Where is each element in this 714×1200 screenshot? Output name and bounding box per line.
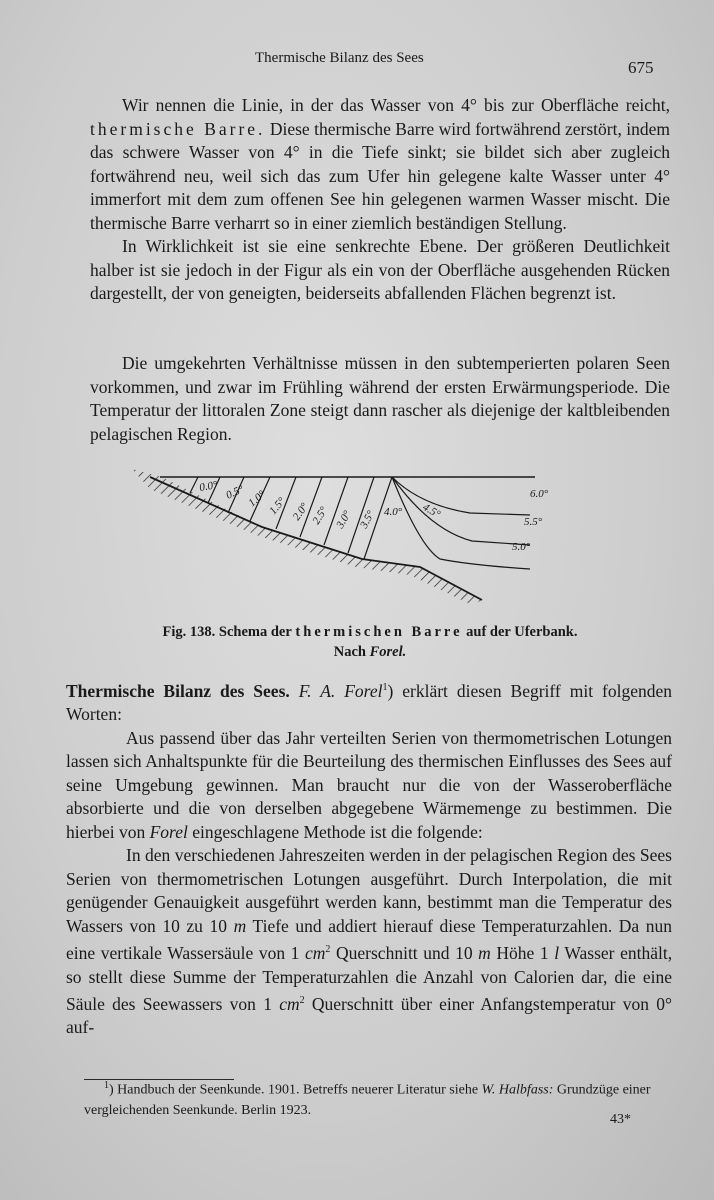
figure-caption: Fig. 138. Schema der thermischen Barre auf der Uferbank. bbox=[162, 624, 578, 640]
paragraph-lotungen: Aus passend über das Jahr verteilten Serien von thermometrischen Lotungen lassen sich Anhaltspunkte für die Beurteilung des thermischen Einflusses des Sees auf seine Umgebung gewinnen. Man braucht nur die von der Wasseroberfläche absorbierte und die von derselben abgegebene Wärmemenge zu bestimmen. Die hierbei von Forel eingeschlagene Methode ist die folgende: bbox=[66, 727, 672, 842]
footnote: $^1$) Handbuch der Seenkunde. 1901. Betreffs neuerer Literatur siehe W. Halbfass: Grundzüge einer vergleichenden Seenkunde. Berlin 1923. bbox=[84, 1080, 651, 1118]
figure-caption-credit: Nach Forel. bbox=[333, 644, 407, 660]
paragraph-polar-lakes: Die umgekehrten Verhältnisse müssen in den subtemperierten polaren Seen vorkommen, und zwar im Frühling während der ersten Erwärmungsperiode. Die Temperatur der littoralen Zone steigt dann rascher als diejenige der kaltbleibenden pelagischen Region. bbox=[90, 353, 670, 444]
section-thermal-balance bbox=[66, 676, 672, 1040]
label-4-0: 4.0° bbox=[384, 506, 403, 518]
label-3-5: 3.5° bbox=[358, 508, 378, 531]
label-1-5: 1.5° bbox=[267, 495, 288, 517]
label-5-0: 5.0° bbox=[512, 541, 531, 553]
body-text-upper bbox=[90, 94, 670, 306]
label-6-0: 6.0° bbox=[530, 488, 549, 500]
label-2-5: 2.5° bbox=[310, 504, 331, 527]
body-text-middle bbox=[90, 352, 670, 446]
page-number: 675 bbox=[628, 58, 654, 77]
label-1-0: 1.0° bbox=[246, 488, 268, 510]
section-heading-paragraph: Thermische Bilanz des Sees. F. A. Forel$^1$) erklärt diesen Begriff mit folgenden Worten: bbox=[66, 680, 672, 725]
label-5-5: 5.5° bbox=[524, 516, 543, 528]
label-2-0: 2.0° bbox=[290, 500, 311, 523]
label-0-5: 0.5° bbox=[224, 483, 246, 502]
spaced-term: thermische Barre. bbox=[90, 118, 266, 139]
isotherms-warm bbox=[392, 477, 530, 569]
paragraph-reality: In Wirklichkeit ist sie eine senkrechte Ebene. Der größeren Deutlichkeit halber ist sie jedoch in der Figur als ein von der Oberfläche ausgehenden Rücken dargestellt, der von geneigten, beiderseits abfallenden Flächen begrenzt ist. bbox=[90, 236, 670, 303]
paragraph-method: In den verschiedenen Jahreszeiten werden in der pelagischen Region des Sees Serien von thermometrischen Lotungen ausgeführt. Durch Interpolation, die mit genügender Genauigkeit ausgeführt werden kann, bestimmt man die Temperatur des Wassers von 10 zu 10 m Tiefe und addiert hierauf diese Temperaturzahlen. Da nun eine vertikale Wassersäule von 1 $cm^2$ Querschnitt und 10 m Höhe 1 l Wasser enthält, so stellt diese Summe der Temperaturzahlen die Anzahl von Calorien dar, die eine Säule des Seewassers von 1 $cm^2$ Querschnitt über einer Anfangstemperatur von 0° auf- bbox=[66, 845, 673, 1038]
paragraph-thermal-bar: Wir nennen die Linie, in der das Wasser von 4° bis zur Oberfläche reicht, thermische Barre. Diese thermische Barre wird fortwährend zerstört, indem das schwere Wasser von 4° in die Tiefe sinkt; sie bildet sich aber zugleich fortwährend neu, weil sich das zum Ufer hin gelegene kalte Wasser unter 4° immerfort mit dem zum offenen See hin gelegenen warmen Wasser mischt. Die thermische Barre verharrt so in einer ziemlich beständigen Stellung. bbox=[90, 95, 671, 233]
thermal-bar-diagram bbox=[120, 455, 600, 605]
running-head: Thermische Bilanz des Sees bbox=[255, 50, 424, 66]
label-0-0: 0.0° bbox=[198, 478, 219, 494]
label-3-0: 3.0° bbox=[334, 508, 354, 531]
signature-mark: 43* bbox=[610, 1112, 631, 1127]
section-title: Thermische Bilanz des Sees. bbox=[66, 680, 290, 701]
label-4-5: 4.5° bbox=[420, 501, 443, 521]
shore-hatching bbox=[132, 469, 482, 605]
